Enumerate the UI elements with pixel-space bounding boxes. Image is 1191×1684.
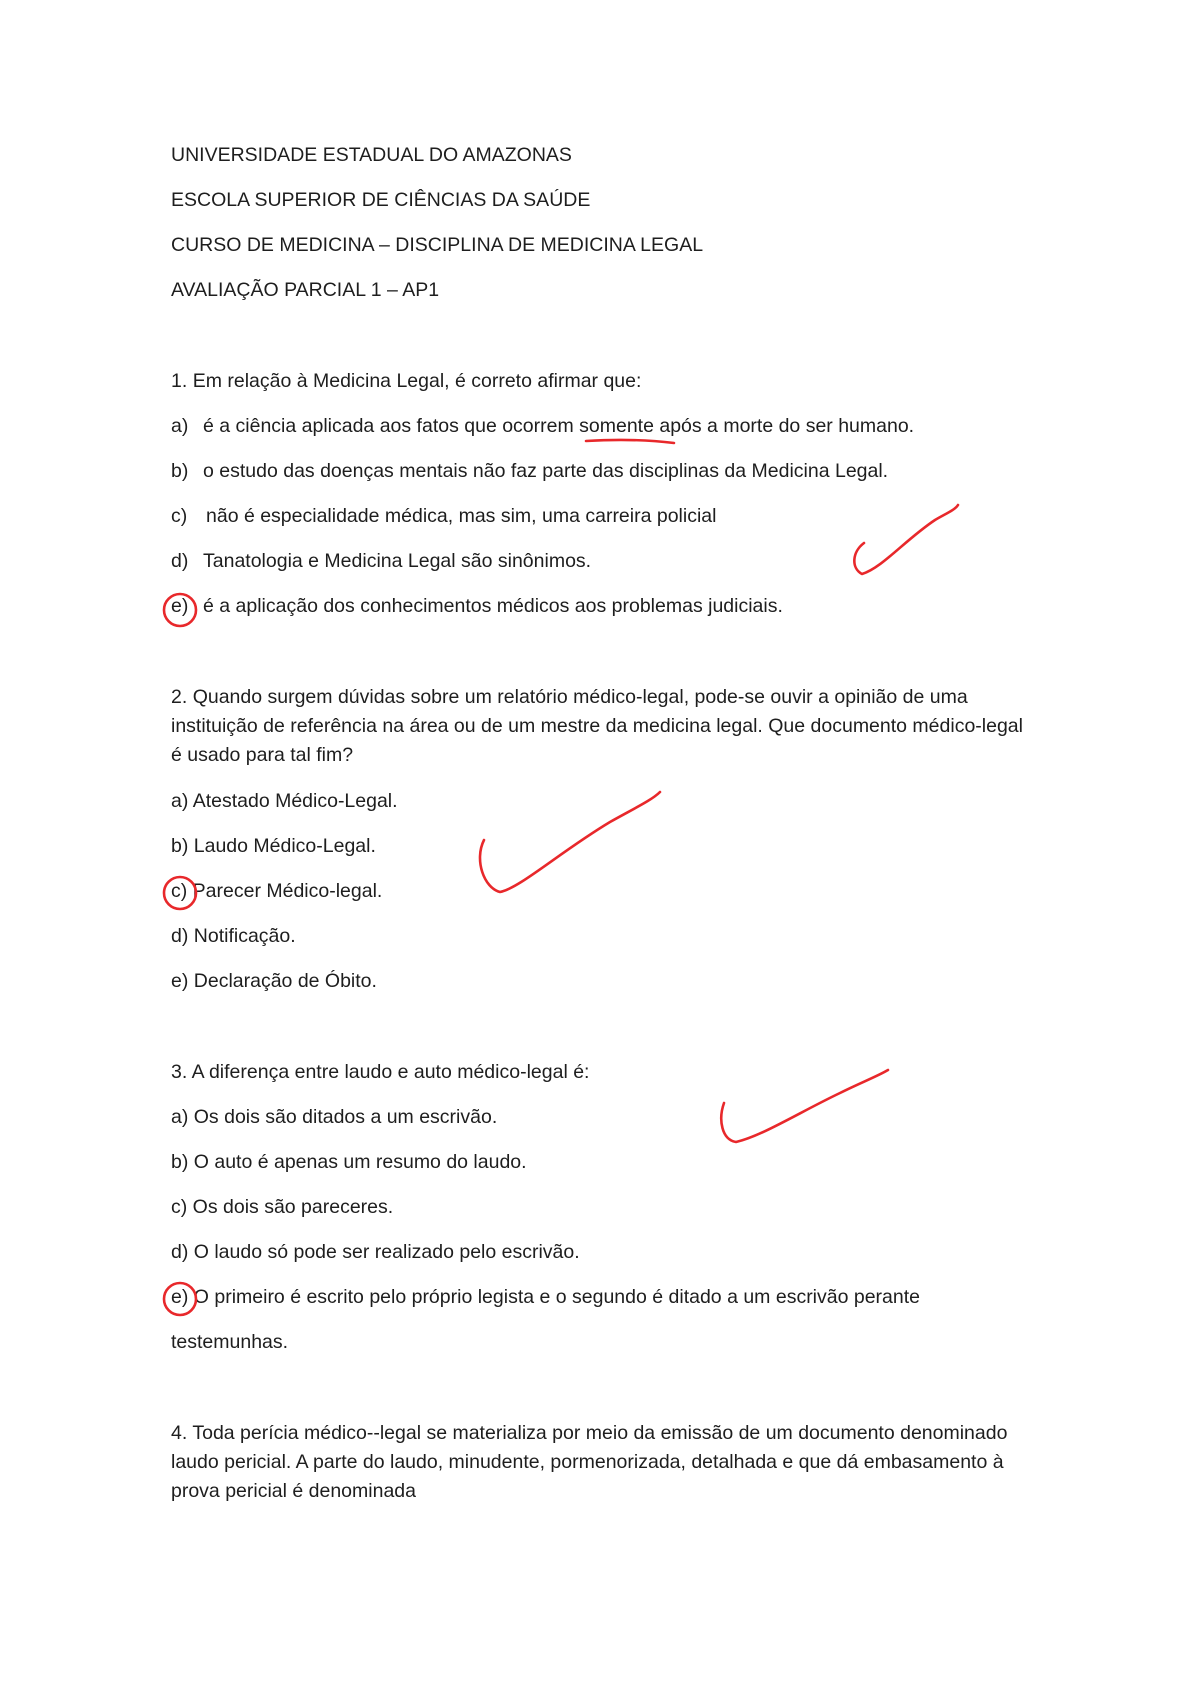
question-1-stem: 1. Em relação à Medicina Legal, é correto afirmar que:	[171, 367, 641, 396]
q1-option-b: b) o estudo das doenças mentais não faz parte das disciplinas da Medicina Legal.	[171, 460, 889, 482]
header-school: ESCOLA SUPERIOR DE CIÊNCIAS DA SAÚDE	[171, 189, 591, 211]
question-2-stem: 2. Quando surgem dúvidas sobre um relatório médico-legal, pode-se ouvir a opinião de uma instituição de referência na área ou de um mestre da medicina legal. Que documento médico-legal é usado para tal fim?	[171, 683, 1031, 770]
underlined-word: somente	[579, 415, 654, 437]
question-4-stem: 4. Toda perícia médico--legal se materializa por meio da emissão de um documento denominado laudo pericial. A parte do laudo, minudente, pormenorizada, detalhada e que dá embasamento à prova pericial é denominada	[171, 1419, 1031, 1506]
checkmark-q3	[721, 1070, 888, 1142]
q3-option-b: b) O auto é apenas um resumo do laudo.	[171, 1151, 527, 1173]
q1-option-e: e) é a aplicação dos conhecimentos médicos aos problemas judiciais.	[171, 595, 783, 617]
q2-option-a: a) Atestado Médico-Legal.	[171, 790, 398, 812]
q3-option-d: d) O laudo só pode ser realizado pelo escrivão.	[171, 1241, 580, 1263]
q1-option-a: a) é a ciência aplicada aos fatos que ocorrem somente após a morte do ser humano.	[171, 415, 915, 437]
question-number-4: 4.	[171, 1419, 187, 1448]
checkmark-q2	[480, 792, 660, 892]
question-number-1: 1.	[171, 367, 187, 396]
question-number-3: 3.	[171, 1058, 187, 1087]
checkmark-q1	[854, 505, 958, 574]
q2-option-b: b) Laudo Médico-Legal.	[171, 835, 376, 857]
q3-option-e: e) O primeiro é escrito pelo próprio legista e o segundo é ditado a um escrivão perante	[171, 1286, 921, 1308]
q3-option-a: a) Os dois são ditados a um escrivão.	[171, 1106, 498, 1128]
q3-option-c: c) Os dois são pareceres.	[171, 1196, 394, 1218]
question-3-stem: 3. A diferença entre laudo e auto médico-legal é:	[171, 1058, 589, 1087]
q2-option-e: e) Declaração de Óbito.	[171, 970, 377, 992]
q2-option-d: d) Notificação.	[171, 925, 296, 947]
header-course: CURSO DE MEDICINA – DISCIPLINA DE MEDICINA LEGAL	[171, 234, 704, 256]
header-university: UNIVERSIDADE ESTADUAL DO AMAZONAS	[171, 144, 572, 166]
q2-option-c: c) Parecer Médico-legal.	[171, 880, 383, 902]
q1-option-c: c) não é especialidade médica, mas sim, uma carreira policial	[171, 505, 717, 527]
question-number-2: 2.	[171, 683, 187, 712]
q1-option-d: d) Tanatologia e Medicina Legal são sinônimos.	[171, 550, 592, 572]
q3-option-e-continuation: testemunhas.	[171, 1331, 289, 1353]
header-exam-title: AVALIAÇÃO PARCIAL 1 – AP1	[171, 279, 440, 301]
